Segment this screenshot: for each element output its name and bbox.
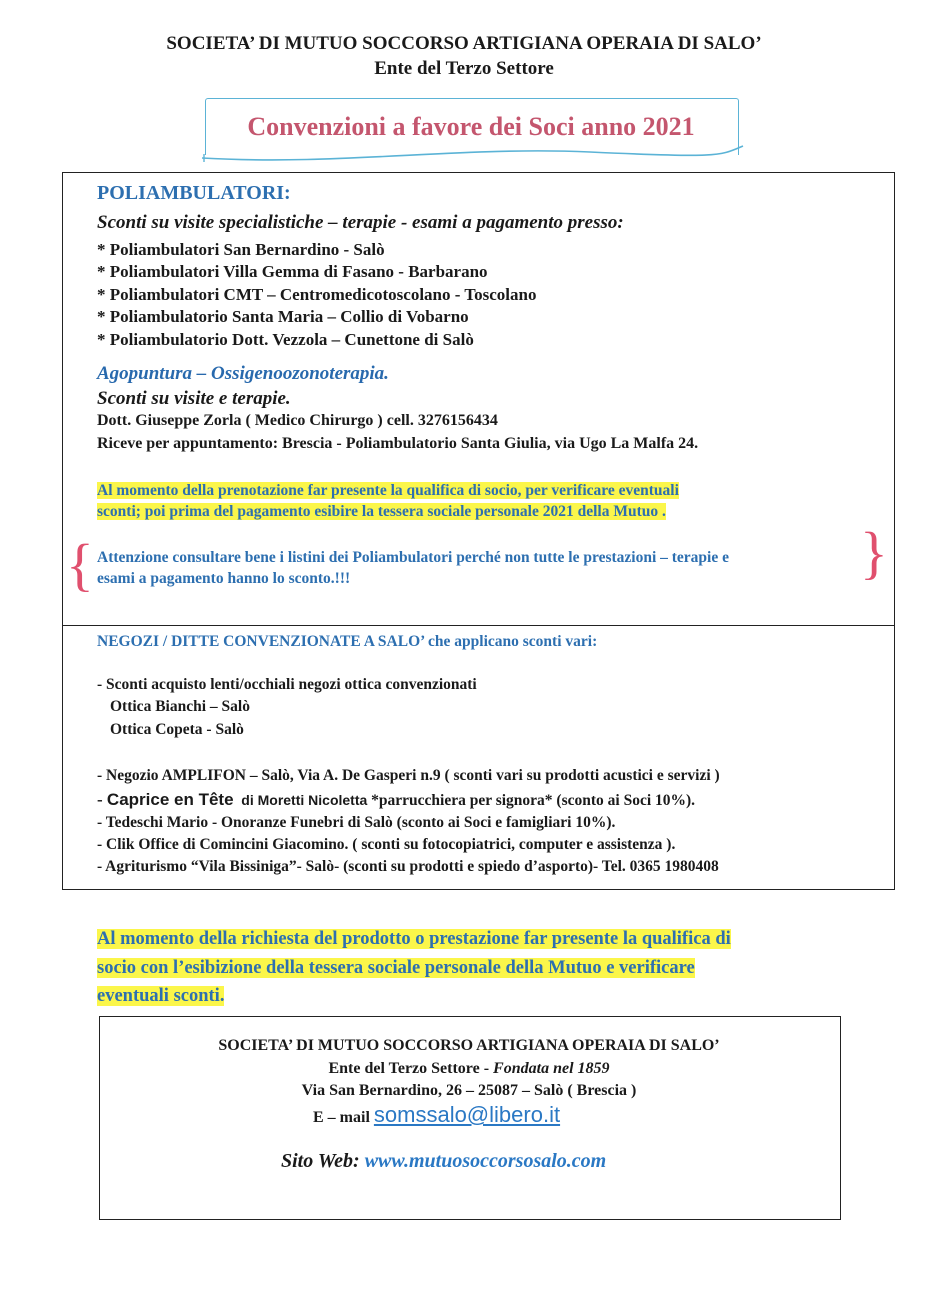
notice-richiesta-line-1: Al momento della richiesta del prodotto o prestazione far presente la qualifica di — [97, 929, 731, 949]
list-item-agriturismo: - Agriturismo “Vila Bissiniga”- Salò- (sconti su prodotti e spiedo d’asporto)- Tel. 0365 1980408 — [97, 858, 719, 875]
list-item: * Poliambulatori San Bernardino - Salò — [97, 240, 385, 259]
title-wave-border — [200, 140, 745, 170]
attention-line-1: Attenzione consultare bene i listini dei Poliambulatori perché non tutte le prestazioni – terapie e — [97, 549, 729, 566]
footer-org-name: SOCIETA’ DI MUTUO SOCCORSO ARTIGIANA OPERAIA DI SALO’ — [218, 1037, 720, 1054]
list-item-caprice: - Caprice en Tête di Moretti Nicoletta *parrucchiera per signora* (sconto ai Soci 10%). — [97, 790, 696, 809]
org-name: SOCIETA’ DI MUTUO SOCCORSO ARTIGIANA OPERAIA DI SALO’ — [166, 33, 762, 54]
list-item-clik: - Clik Office di Comincini Giacomino. ( sconti su fotocopiatrici, computer e assistenza ). — [97, 836, 676, 853]
list-item: Ottica Copeta - Salò — [110, 721, 244, 738]
footer-web-row: Sito Web: www.mutuosoccorsosalo.com — [281, 1150, 607, 1172]
list-item: * Poliambulatori Villa Gemma di Fasano - Barbarano — [97, 262, 488, 281]
footer-ente: Ente del Terzo Settore - Fondata nel 1859 — [328, 1060, 610, 1077]
brace-close: } — [860, 520, 888, 585]
agopuntura-lead: Sconti su visite e terapie. — [97, 388, 291, 409]
heading-poliambulatori: POLIAMBULATORI: — [97, 182, 291, 204]
attention-line-2: esami a pagamento hanno lo sconto.!!! — [97, 570, 351, 587]
appointment-info: Riceve per appuntamento: Brescia - Poliambulatorio Santa Giulia, via Ugo La Malfa 24. — [97, 435, 699, 452]
email-link[interactable]: somssalo@libero.it — [373, 1102, 561, 1127]
heading-negozi: NEGOZI / DITTE CONVENZIONATE A SALO’ che applicano sconti vari: — [97, 633, 598, 650]
list-item-amplifon: - Negozio AMPLIFON – Salò, Via A. De Gasperi n.9 ( sconti vari su prodotti acustici e servizi ) — [97, 767, 720, 784]
list-item-tedeschi: - Tedeschi Mario - Onoranze Funebri di Salò (sconto ai Soci e famigliari 10%). — [97, 814, 616, 831]
brace-open: { — [66, 532, 94, 597]
doctor-contact: Dott. Giuseppe Zorla ( Medico Chirurgo ) cell. 3276156434 — [97, 412, 498, 429]
notice-richiesta-line-3: eventuali sconti. — [97, 986, 225, 1006]
list-item: * Poliambulatori CMT – Centromedicotoscolano - Toscolano — [97, 285, 537, 304]
poliambulatori-lead: Sconti su visite specialistiche – terapie - esami a pagamento presso: — [97, 212, 624, 233]
list-item: * Poliambulatorio Dott. Vezzola – Cunettone di Salò — [97, 330, 474, 349]
notice-richiesta-line-2: socio con l’esibizione della tessera sociale personale della Mutuo e verificare — [97, 958, 695, 978]
heading-agopuntura: Agopuntura – Ossigenoozonoterapia. — [97, 363, 389, 384]
notice-prenotazione-line-2: sconti; poi prima del pagamento esibire la tessera sociale personale 2021 della Mutuo . — [97, 503, 666, 520]
optics-intro: - Sconti acquisto lenti/occhiali negozi ottica convenzionati — [97, 676, 477, 693]
footer-email-row: E – mail somssalo@libero.it — [313, 1102, 561, 1127]
org-subtitle: Ente del Terzo Settore — [374, 58, 554, 79]
notice-prenotazione-line-1: Al momento della prenotazione far presente la qualifica di socio, per verificare eventuali — [97, 482, 679, 499]
list-item: Ottica Bianchi – Salò — [110, 698, 250, 715]
list-item: * Poliambulatorio Santa Maria – Collio di Vobarno — [97, 307, 469, 326]
website-link[interactable]: www.mutuosoccorsosalo.com — [364, 1150, 607, 1172]
footer-address: Via San Bernardino, 26 – 25087 – Salò ( Brescia ) — [301, 1082, 637, 1099]
page-title: Convenzioni a favore dei Soci anno 2021 — [247, 112, 695, 141]
